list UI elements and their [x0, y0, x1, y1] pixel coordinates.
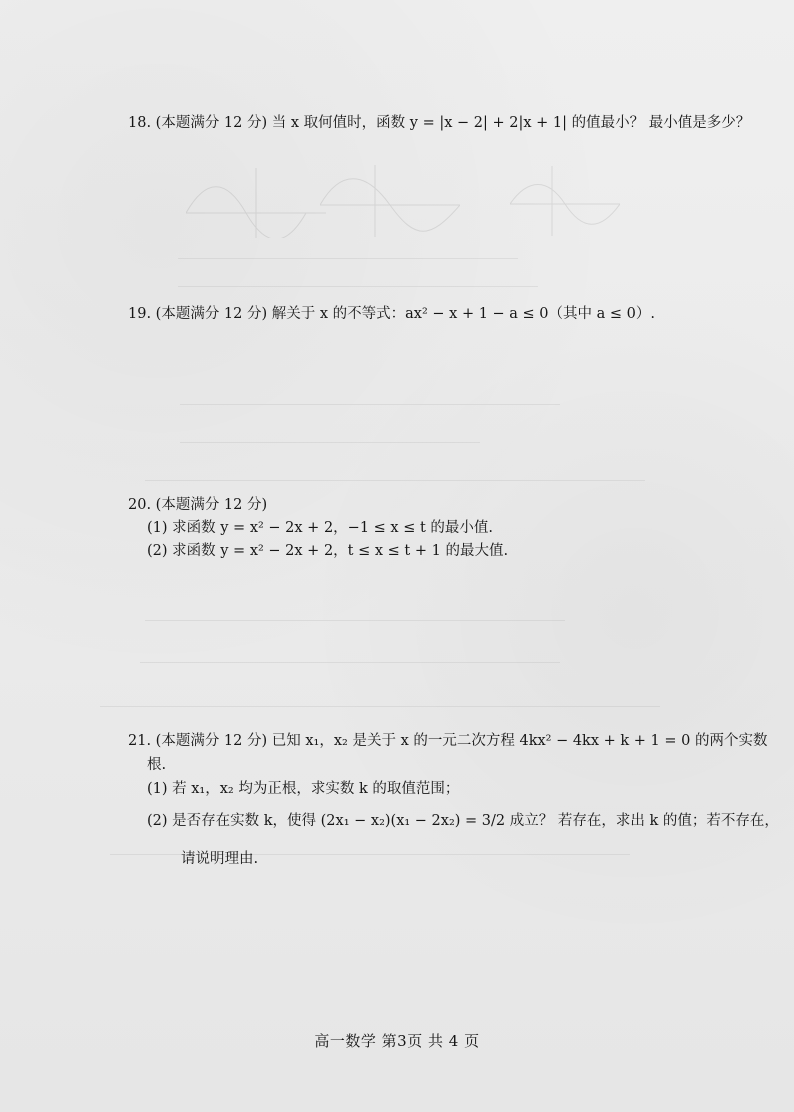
bleed-through-text-line: [145, 620, 565, 621]
bleed-through-text-line: [180, 442, 480, 443]
bleed-through-text-line: [178, 258, 518, 259]
bleed-through-text-line: [140, 662, 560, 663]
problem-21-part-2-continuation: 请说明理由.: [181, 851, 259, 867]
problem-21-part-2: (2) 是否存在实数 k，使得 (2x₁ − x₂)(x₁ − 2x₂) = 3/2 成立？ 若存在，求出 k 的值；若不存在，: [147, 813, 779, 829]
bleed-through-text-line: [178, 286, 538, 287]
problem-20-title: 20. (本题满分 12 分): [128, 497, 268, 513]
bleed-through-graph-right: [510, 166, 620, 236]
problem-20-part-2: (2) 求函数 y = x² − 2x + 2，t ≤ x ≤ t + 1 的最大值.: [147, 543, 509, 559]
problem-18-text: 18. (本题满分 12 分) 当 x 取何值时，函数 y = |x − 2| + 2|x + 1| 的值最小？ 最小值是多少？: [128, 115, 751, 131]
problem-20-part-1: (1) 求函数 y = x² − 2x + 2，−1 ≤ x ≤ t 的最小值.: [147, 520, 494, 536]
bleed-through-graph-middle: [320, 165, 460, 237]
bleed-through-text-line: [100, 706, 660, 707]
problem-21-text-line-1: 21. (本题满分 12 分) 已知 x₁，x₂ 是关于 x 的一元二次方程 4kx² − 4kx + k + 1 = 0 的两个实数: [128, 733, 768, 749]
problem-19-text: 19. (本题满分 12 分) 解关于 x 的不等式：ax² − x + 1 − a ≤ 0（其中 a ≤ 0）.: [128, 306, 655, 322]
problem-21-text-line-2: 根.: [147, 757, 167, 773]
problem-21-part-1: (1) 若 x₁，x₂ 均为正根，求实数 k 的取值范围；: [147, 781, 460, 797]
bleed-through-text-line: [145, 480, 645, 481]
bleed-through-graph-left: [186, 168, 326, 238]
page-footer: 高一数学 第3页 共 4 页: [314, 1032, 480, 1050]
bleed-through-text-line: [180, 404, 560, 405]
